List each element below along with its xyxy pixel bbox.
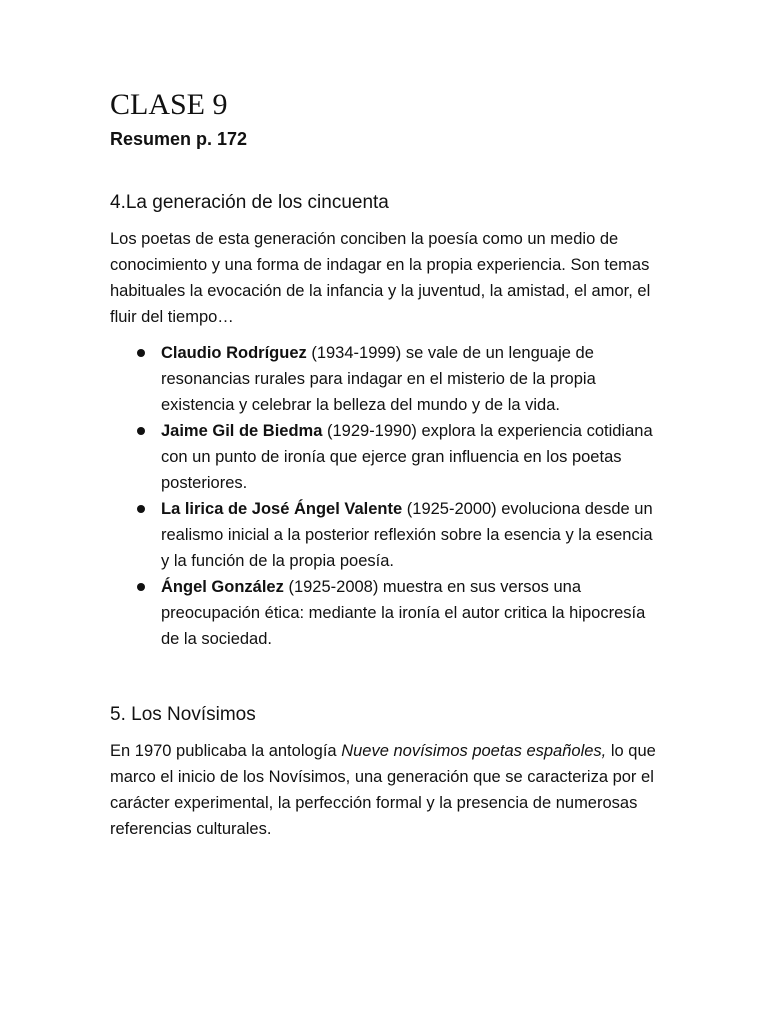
poet-name: Jaime Gil de Biedma: [161, 422, 323, 440]
list-item: [110, 574, 660, 652]
list-item: [110, 418, 660, 496]
novisimos-text-start: En 1970 publicaba la antología: [110, 742, 342, 760]
poet-name: La lirica de José Ángel Valente: [161, 500, 403, 518]
bullet-icon: [137, 349, 145, 357]
list-item: [110, 496, 660, 574]
bullet-icon: [137, 427, 145, 435]
page-subtitle: Resumen p. 172: [110, 129, 248, 149]
section-intro-paragraph: Los poetas de esta generación conciben la poesía como un medio de conocimiento y una forma de indagar en la propia experiencia. Son temas habituales la evocación de la infancia y la juventud, la amistad, el amor, el fluir del tiempo…: [110, 230, 651, 326]
novisimos-paragraph: [110, 738, 660, 842]
section-heading-cincuenta: 4.La generación de los cincuenta: [110, 192, 389, 213]
poet-name: Claudio Rodríguez: [161, 344, 307, 362]
document-page: [110, 86, 660, 842]
section-heading-novisimos: 5. Los Novísimos: [110, 704, 256, 725]
list-item: [110, 340, 660, 418]
bullet-icon: [137, 583, 145, 591]
poet-description: (1929-1990) explora la experiencia cotidiana con un punto de ironía que ejerce gran influencia en los poetas posteriores.: [161, 422, 653, 492]
anthology-title: Nueve novísimos poetas españoles,: [341, 742, 607, 760]
poet-description: (1925-2008) muestra en sus versos una preocupación ética: mediante la ironía el autor critica la hipocresía de la sociedad.: [161, 578, 646, 648]
poets-bullet-list: [110, 340, 660, 652]
poet-description: (1925-2000) evoluciona desde un realismo inicial a la posterior reflexión sobre la esencia y la esencia y la función de la propia poesía.: [161, 500, 653, 570]
poet-description: (1934-1999) se vale de un lenguaje de resonancias rurales para indagar en el misterio de la propia existencia y celebrar la belleza del mundo y de la vida.: [161, 344, 596, 414]
novisimos-text-end: lo que marco el inicio de los Novísimos, una generación que se caracteriza por el carácter experimental, la perfección formal y la presencia de numerosas referencias culturales.: [110, 742, 656, 838]
page-title: CLASE 9: [110, 88, 228, 121]
poet-name: Ángel González: [161, 578, 284, 596]
bullet-icon: [137, 505, 145, 513]
